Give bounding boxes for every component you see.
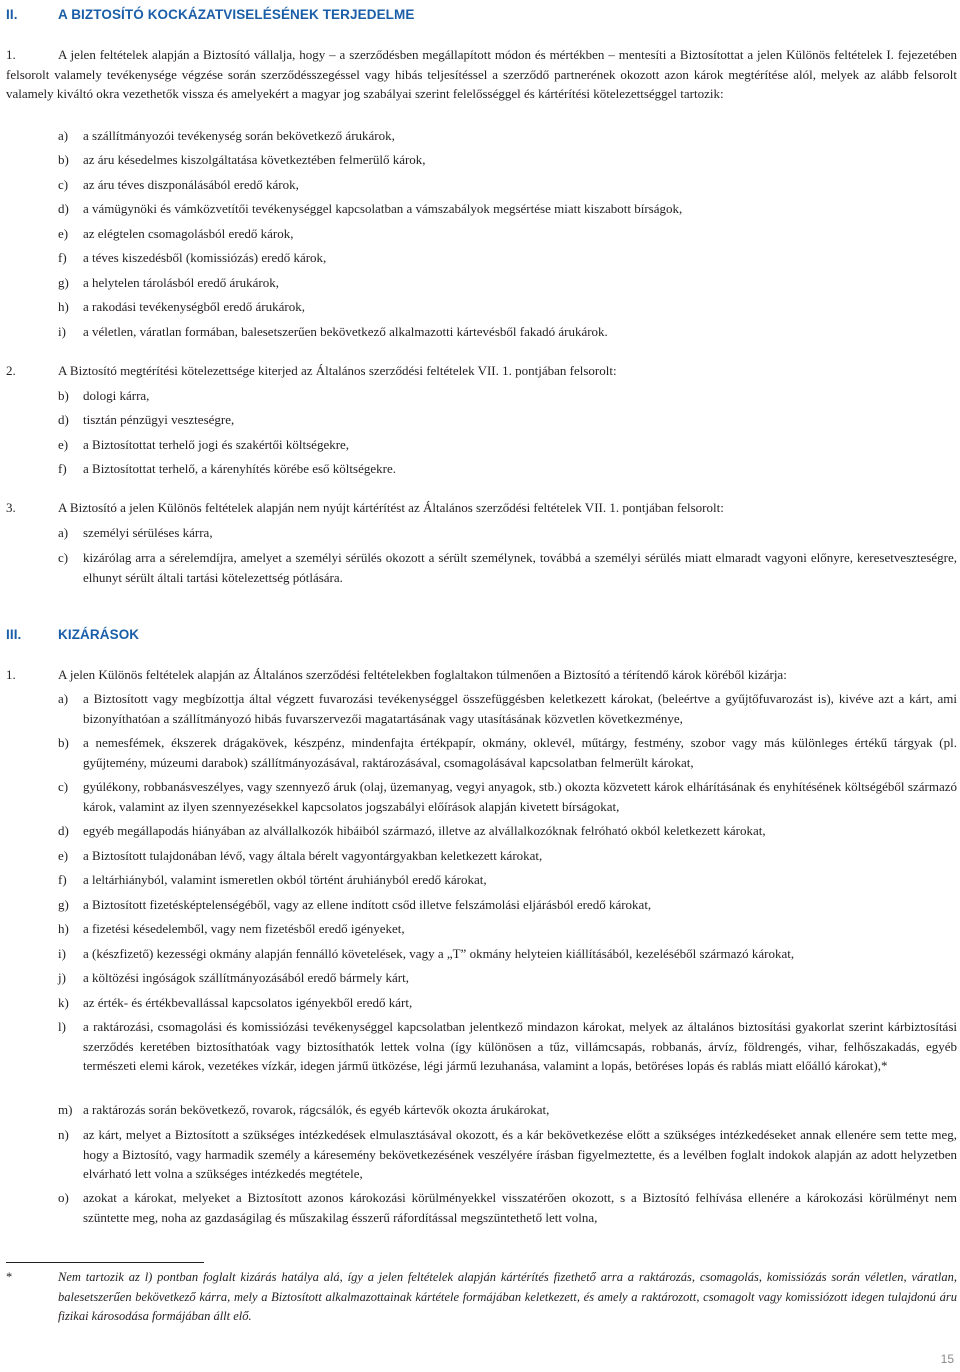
footnote-text: Nem tartozik az l) pontban foglalt kizárás hatálya alá, így a jelen feltételek alapján kártérítés fizethető arra a raktározás, csomagolás, komissiózás során véletlen, váratlan, balesetszerűen bekövetkező kárra, mely a Biztosított alkalmazottainak kártétele formájában keletkezett, és amely a raktározott, csomagolt vagy komissiózott idegen tulajdonú áru fizikai károsodása formájában állt elő. xyxy=(58,1270,957,1323)
list-item xyxy=(58,733,957,772)
item-label: g) xyxy=(58,275,69,290)
item-text: a helytelen tárolásból eredő árukárok, xyxy=(83,275,279,290)
list-item xyxy=(58,248,957,268)
item-text: a nemesfémek, ékszerek drágakövek, készpénz, mindenfajta értékpapír, okmány, oklevél, műtárgy, festmény, szobor vagy más különleges értékű tárgyak (pl. gyűjtemény, múzeumi darabok) szállítmányozásával, raktározásával, csomagolásával kapcsolatban felmerült károkat, xyxy=(83,735,957,770)
item-label: a) xyxy=(58,525,69,540)
paragraph-number: 1. xyxy=(6,667,16,682)
item-text: egyéb megállapodás hiányában az alvállalkozók hibáiból származó, illetve az alvállalkozóknak felróható okból keletkezett károkat, xyxy=(83,823,766,838)
item-text: a (készfizető) kezességi okmány alapján fennálló követelések, vagy a „T” okmány helyteien kiállításából, kezeléséből származó károkat, xyxy=(83,946,795,961)
item-label: e) xyxy=(58,437,69,452)
footnote-marker: * xyxy=(6,1270,13,1284)
item-label: a) xyxy=(58,691,69,706)
list-item xyxy=(58,1100,957,1120)
item-label: l) xyxy=(58,1019,66,1034)
item-label: i) xyxy=(58,324,66,339)
item-label: c) xyxy=(58,177,69,192)
paragraph-text: A Biztosító a jelen Különös feltételek alapján nem nyújt kártérítést az Általános szerződési feltételek VII. 1. pontjában felsorolt: xyxy=(58,500,724,515)
list-item xyxy=(58,322,957,342)
item-text: a Biztosítottat terhelő jogi és szakértői költségekre, xyxy=(83,437,350,452)
list-item xyxy=(58,919,957,939)
item-text: személyi sérüléses kárra, xyxy=(83,525,213,540)
item-text: a szállítmányozói tevékenység során bekövetkező árukárok, xyxy=(83,128,395,143)
item-label: o) xyxy=(58,1190,69,1205)
paragraph-2-2 xyxy=(6,361,957,381)
item-text: az áru késedelmes kiszolgáltatása következtében felmerülő károk, xyxy=(83,152,426,167)
paragraph-number: 1. xyxy=(6,47,16,62)
item-label: f) xyxy=(58,461,67,476)
item-label: e) xyxy=(58,848,69,863)
list-item xyxy=(58,1017,957,1076)
list-item xyxy=(58,199,957,219)
list-item xyxy=(58,410,957,430)
section-number: III. xyxy=(6,627,22,642)
list-item xyxy=(58,968,957,988)
paragraph-number: 3. xyxy=(6,500,16,515)
item-text: azokat a károkat, melyeket a Biztosított azonos károkozási körülményekkel visszatérően okozott, s a Biztosító felhívása ellenére a károkozási körülményt nem szüntette meg, noha az gazdaságilag és műszakilag ésszerű ráfordítással megszüntethető lett volna, xyxy=(83,1190,957,1225)
item-text: a téves kiszedésből (komissiózás) eredő károk, xyxy=(83,250,327,265)
paragraph-text: A jelen feltételek alapján a Biztosító vállalja, hogy – a szerződésben megállapított módon és mértékben – mentesíti a Biztosítottat a jelen Különös feltételek I. fejezetében felsorolt valamely tevékenysége végzése során szerződésszegéssel vagy hibás teljesítéssel a szerződő partnerének okozott azon károk megtérítése alól, melyek az alább felsorolt valamely kiváltó okra vezethetők vissza és amelyekért a magyar jog szabályai szerint felelősséggel és kártérítési kötelezettséggel tartozik: xyxy=(6,47,957,101)
paragraph-2-3 xyxy=(6,498,957,518)
item-label: h) xyxy=(58,299,69,314)
page-number: 15 xyxy=(940,1352,954,1366)
list-item xyxy=(58,126,957,146)
item-text: a költözési ingóságok szállítmányozásából eredő bármely kárt, xyxy=(83,970,409,985)
list-item xyxy=(58,821,957,841)
list-item xyxy=(58,548,957,587)
item-label: f) xyxy=(58,872,67,887)
item-text: a raktározás során bekövetkező, rovarok, rágcsálók, és egyéb kártevők okozta árukárokat, xyxy=(83,1102,550,1117)
item-label: b) xyxy=(58,388,69,403)
item-text: a leltárhiányból, valamint ismeretlen okból történt áruhiányból eredő károkat, xyxy=(83,872,487,887)
list-item xyxy=(58,435,957,455)
footnote xyxy=(6,1268,957,1327)
item-label: j) xyxy=(58,970,66,985)
footnote-divider xyxy=(6,1262,204,1263)
list-item xyxy=(58,993,957,1013)
list-item xyxy=(58,944,957,964)
item-label: d) xyxy=(58,201,69,216)
item-text: a rakodási tevékenységből eredő árukárok, xyxy=(83,299,305,314)
list-item xyxy=(58,175,957,195)
item-text: a véletlen, váratlan formában, balesetszerűen bekövetkező alkalmazotti kártevésből fakadó árukárok. xyxy=(83,324,608,339)
list-item xyxy=(58,777,957,816)
paragraph-3-1 xyxy=(6,665,957,685)
list-item xyxy=(58,1125,957,1184)
section-heading-2 xyxy=(6,7,414,23)
item-text: gyúlékony, robbanásveszélyes, vagy szennyező áruk (olaj, üzemanyag, vegyi anyagok, stb.) okozta közvetett károk elhárításának és enyhítésének költségéből származó károk, valamint az ilyen szennyezésekkel kapcsolatos jogszabályi előírások alapján kivetett bírságokat, xyxy=(83,779,957,814)
item-text: tisztán pénzügyi veszteségre, xyxy=(83,412,235,427)
list-item xyxy=(58,846,957,866)
item-label: d) xyxy=(58,823,69,838)
item-label: g) xyxy=(58,897,69,912)
item-label: c) xyxy=(58,779,69,794)
section-title: KIZÁRÁSOK xyxy=(58,627,140,642)
item-label: k) xyxy=(58,995,69,1010)
list-item xyxy=(58,297,957,317)
item-label: d) xyxy=(58,412,69,427)
paragraph-text: A jelen Különös feltételek alapján az Általános szerződési feltételekben foglaltakon túlmenően a Biztosító a térítendő károk köréből kizárja: xyxy=(58,667,787,682)
item-text: a Biztosítottat terhelő, a kárenyhítés körébe eső költségekre. xyxy=(83,461,396,476)
item-label: m) xyxy=(58,1102,73,1117)
section-number: II. xyxy=(6,7,18,22)
item-label: f) xyxy=(58,250,67,265)
section-heading-3 xyxy=(6,627,139,643)
list-item xyxy=(58,386,957,406)
item-label: n) xyxy=(58,1127,69,1142)
item-label: e) xyxy=(58,226,69,241)
list-item xyxy=(58,895,957,915)
item-text: az áru téves diszponálásából eredő károk, xyxy=(83,177,299,192)
list-item xyxy=(58,1188,957,1227)
list-item xyxy=(58,459,957,479)
item-text: kizárólag arra a sérelemdíjra, amelyet a személyi sérülés okozott a sérült személynek, továbbá a személyi sérülés miatt elmaradt vagyoni előnyre, keresetveszteségre, elhunyt sérült általi tartási kötelezettség pótlására. xyxy=(83,550,957,585)
item-text: az kárt, melyet a Biztosított a szükséges intézkedések elmulasztásával okozott, és a kár bekövetkezése előtt a szükséges intézkedéseket annak ellenére sem tette meg, hogy a Biztosító, vagy harmadik személy a káresemény bekövetkezésének veszélyére írásban figyelmeztette, és a levélben foglalt indokok alapján az adott helyzetben elvárható lett volna a szükséges intézkedés megtétele, xyxy=(83,1127,957,1181)
section-title: A BIZTOSÍTÓ KOCKÁZATVISELÉSÉNEK TERJEDELME xyxy=(58,7,415,22)
item-label: a) xyxy=(58,128,69,143)
item-text: a raktározási, csomagolási és komissiózási tevékenységgel kapcsolatban jelentkező mindazon károkat, melyek az általános biztosítási gyakorlat szerint kárbiztosítási szerződés keretében biztosíthatóak vagy biztosíthatók lettek volna (így különösen a tűz, villámcsapás, robbanás, árvíz, földrengés, vihar, felhőszakadás, egyéb természeti elemi károk, vezetékes vízkár, idegen jármű ütközése, légi jármű lezuhanása, valamint a lopás, betöréses lopás és rablás miatt előálló károkat),* xyxy=(83,1019,957,1073)
item-text: az érték- és értékbevallással kapcsolatos igényekből eredő kárt, xyxy=(83,995,413,1010)
item-text: dologi kárra, xyxy=(83,388,150,403)
item-text: a fizetési késedelemből, vagy nem fizetésből eredő igényeket, xyxy=(83,921,405,936)
list-item xyxy=(58,150,957,170)
item-text: a Biztosított vagy megbízottja által végzett fuvarozási tevékenységgel összefüggésben keletkezett károkat, (beleértve a gyűjtőfuvarozást is), kivéve azt a kárt, ami bizonyíthatóan a szállítmányozó hibás fuvarszervezői magatartásának vagy utasításának közvetlen következménye, xyxy=(83,691,957,726)
item-label: h) xyxy=(58,921,69,936)
item-text: a Biztosított fizetésképtelenségéből, vagy az ellene indított csőd illetve felszámolási eljárásból eredő károkat, xyxy=(83,897,652,912)
paragraph-number: 2. xyxy=(6,363,16,378)
list-item xyxy=(58,870,957,890)
list-item xyxy=(58,523,957,543)
list-item xyxy=(58,689,957,728)
list-item xyxy=(58,224,957,244)
item-text: az elégtelen csomagolásból eredő károk, xyxy=(83,226,294,241)
item-text: a Biztosított tulajdonában lévő, vagy általa bérelt vagyontárgyakban keletkezett károkat, xyxy=(83,848,543,863)
item-label: i) xyxy=(58,946,66,961)
item-text: a vámügynöki és vámközvetítői tevékenységgel kapcsolatban a vámszabályok megsértése miatt kiszabott bírságok, xyxy=(83,201,683,216)
item-label: b) xyxy=(58,152,69,167)
paragraph-2-1 xyxy=(6,45,957,104)
list-item xyxy=(58,273,957,293)
item-label: b) xyxy=(58,735,69,750)
item-label: c) xyxy=(58,550,69,565)
paragraph-text: A Biztosító megtérítési kötelezettsége kiterjed az Általános szerződési feltételek VII. 1. pontjában felsorolt: xyxy=(58,363,617,378)
